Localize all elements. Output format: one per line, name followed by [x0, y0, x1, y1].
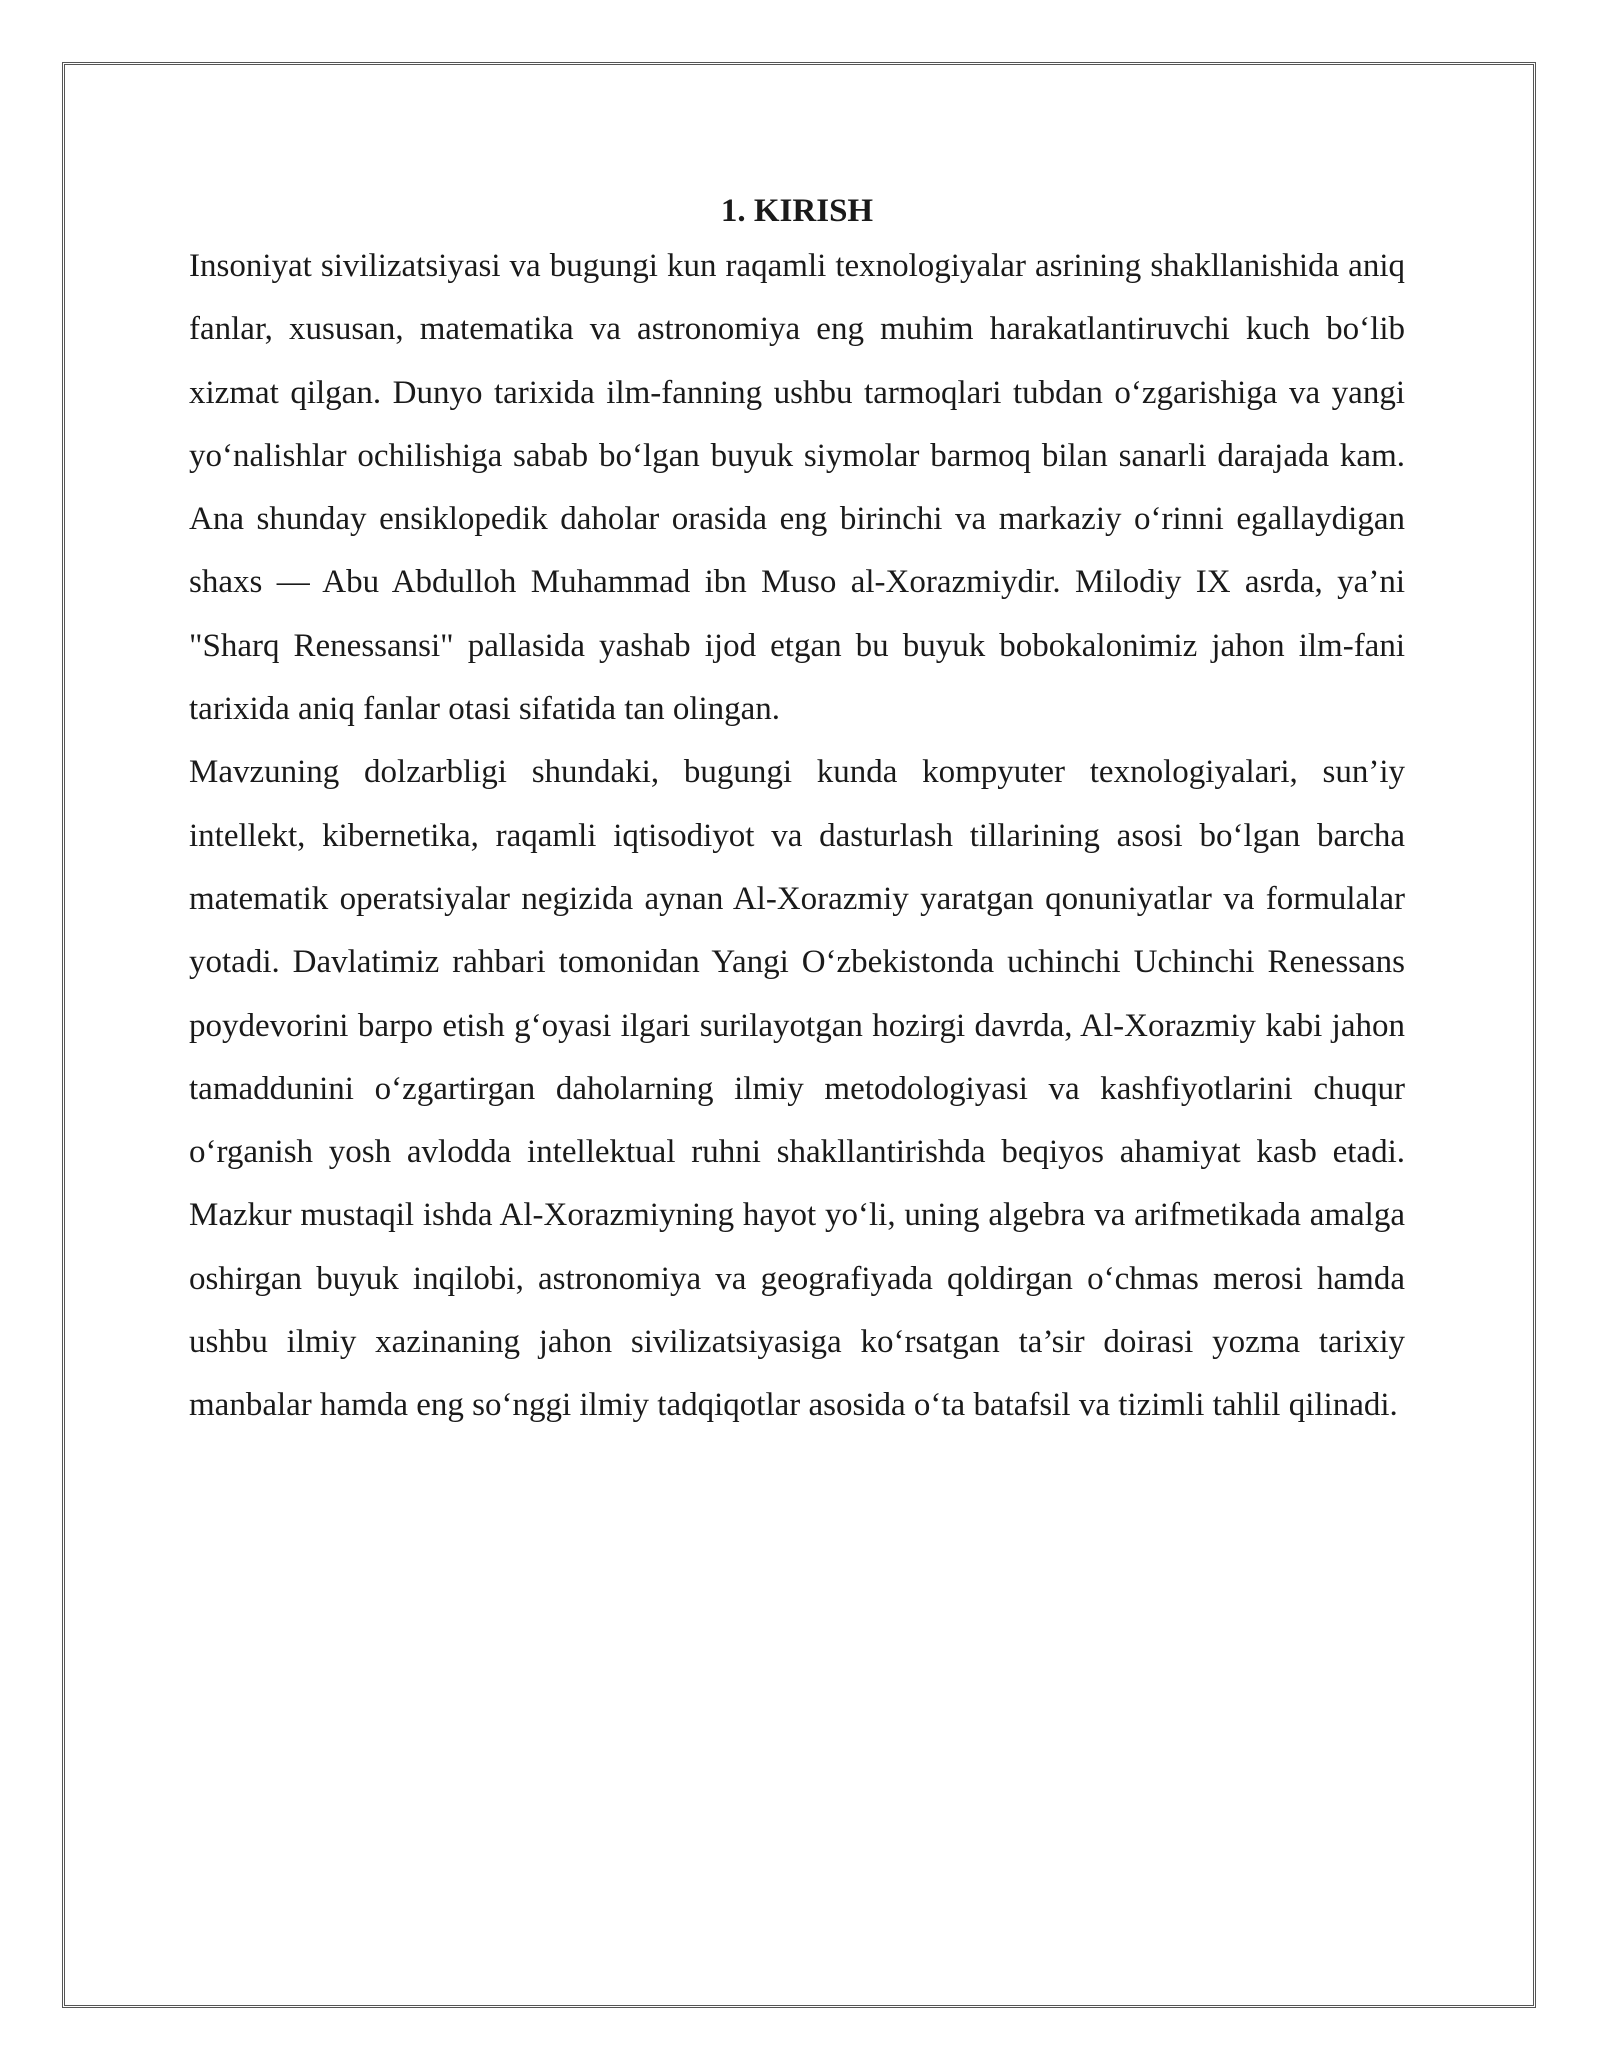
section-heading: 1. KIRISH	[720, 193, 874, 229]
document-body	[189, 190, 1405, 1438]
paragraph-introduction: Insoniyat sivilizatsiyasi va bugungi kun raqamli texnologiyalar asrining shakllanishida aniq fanlar, xususan, matematika va astronomiya eng muhim harakatlantiruvchi kuch bo‘lib xizmat qilgan. Dunyo tarixida ilm-fanning ushbu tarmoqlari tubdan o‘zgarishiga va yangi yo‘nalishlar ochilishiga sabab bo‘lgan buyuk siymolar barmoq bilan sanarli darajada kam. Ana shunday ensiklopedik daholar orasida eng birinchi va markaziy o‘rinni egallaydigan shaxs — Abu Abdulloh Muhammad ibn Muso al-Xorazmiydir. Milodiy IX asrda, ya’ni "Sharq Renessansi" pallasida yashab ijod etgan bu buyuk bobokalonimiz jahon ilm-fani tarixida aniq fanlar otasi sifatida tan olingan.	[189, 248, 1405, 728]
paragraph-relevance: Mavzuning dolzarbligi shundaki, bugungi kunda kompyuter texnologiyalari, sun’iy intellekt, kibernetika, raqamli iqtisodiyot va dasturlash tillarining asosi bo‘lgan barcha matematik operatsiyalar negizida aynan Al-Xorazmiy yaratgan qonuniyatlar va formulalar yotadi. Davlatimiz rahbari tomonidan Yangi O‘zbekistonda uchinchi Uchinchi Renessans poydevorini barpo etish g‘oyasi ilgari surilayotgan hozirgi davrda, Al-Xorazmiy kabi jahon tamaddunini o‘zgartirgan daholarning ilmiy metodologiyasi va kashfiyotlarini chuqur o‘rganish yosh avlodda intellektual ruhni shakllantirishda beqiyos ahamiyat kasb etadi. Mazkur mustaqil ishda Al-Xorazmiyning hayot yo‘li, uning algebra va arifmetikada amalga oshirgan buyuk inqilobi, astronomiya va geografiyada qoldirgan o‘chmas merosi hamda ushbu ilmiy xazinaning jahon sivilizatsiyasiga ko‘rsatgan ta’sir doirasi yozma tarixiy manbalar hamda eng so‘nggi ilmiy tadqiqotlar asosida o‘ta batafsil va tizimli tahlil qilinadi.	[189, 754, 1405, 1424]
